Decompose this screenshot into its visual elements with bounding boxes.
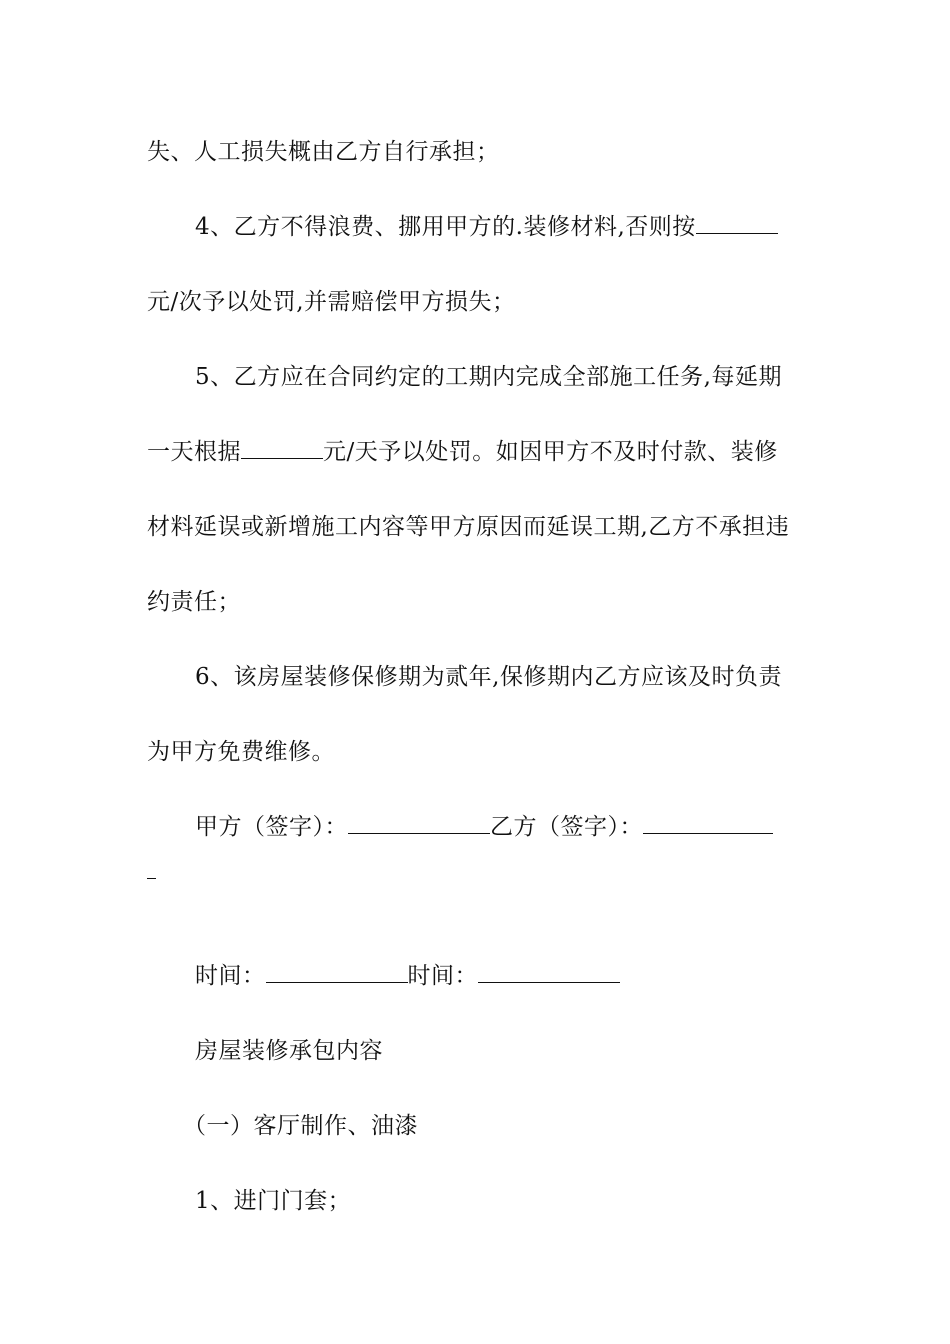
clause-4-line-2	[147, 287, 807, 317]
date-field-b[interactable]	[478, 962, 620, 983]
list-item	[195, 1186, 855, 1216]
date-label-b: 时间：	[407, 963, 478, 989]
party-b-signature-field[interactable]	[643, 813, 773, 834]
clause-5-line-3	[147, 512, 807, 542]
text-line: （一）客厅制作、油漆	[183, 1113, 418, 1139]
text-line: 元/天予以处罚。如因甲方不及时付款、装修	[323, 439, 778, 465]
clause-5-line-2	[147, 437, 807, 467]
date-label-a: 时间：	[195, 963, 266, 989]
text-line: 约责任；	[147, 589, 241, 615]
fill-blank[interactable]	[696, 213, 778, 234]
party-a-signature-field[interactable]	[348, 813, 490, 834]
subsection-title	[183, 1111, 843, 1141]
blank-continuation-mark	[147, 878, 156, 879]
clause-5-line-4	[147, 587, 807, 617]
text-line: 6、该房屋装修保修期为贰年,保修期内乙方应该及时负责	[195, 664, 782, 690]
text-line: 1、进门门套；	[195, 1188, 352, 1214]
section-title	[195, 1036, 855, 1066]
clause-6-line-2	[147, 737, 807, 767]
clause-4-line-1	[195, 212, 855, 242]
clause-6-line-1	[195, 662, 855, 692]
clause-5-line-1	[195, 362, 855, 392]
text-line: 4、乙方不得浪费、挪用甲方的.装修材料,否则按	[195, 214, 696, 240]
text-line: 一天根据	[147, 439, 241, 465]
text-line: 房屋装修承包内容	[195, 1038, 383, 1064]
text-line: 失、人工损失概由乙方自行承担；	[147, 139, 500, 165]
text-line: 为甲方免费维修。	[147, 739, 335, 765]
fill-blank[interactable]	[241, 438, 323, 459]
text-line: 元/次予以处罚,并需赔偿甲方损失；	[147, 289, 516, 315]
date-line	[195, 961, 855, 991]
party-a-signature-label: 甲方（签字）：	[195, 814, 348, 840]
text-line: 5、乙方应在合同约定的工期内完成全部施工任务,每延期	[195, 364, 782, 390]
text-line: 材料延误或新增施工内容等甲方原因而延误工期,乙方不承担违	[147, 514, 790, 540]
date-field-a[interactable]	[266, 962, 408, 983]
party-b-signature-label: 乙方（签字）：	[490, 814, 643, 840]
paragraph-line	[147, 137, 807, 167]
signature-line	[195, 812, 855, 842]
